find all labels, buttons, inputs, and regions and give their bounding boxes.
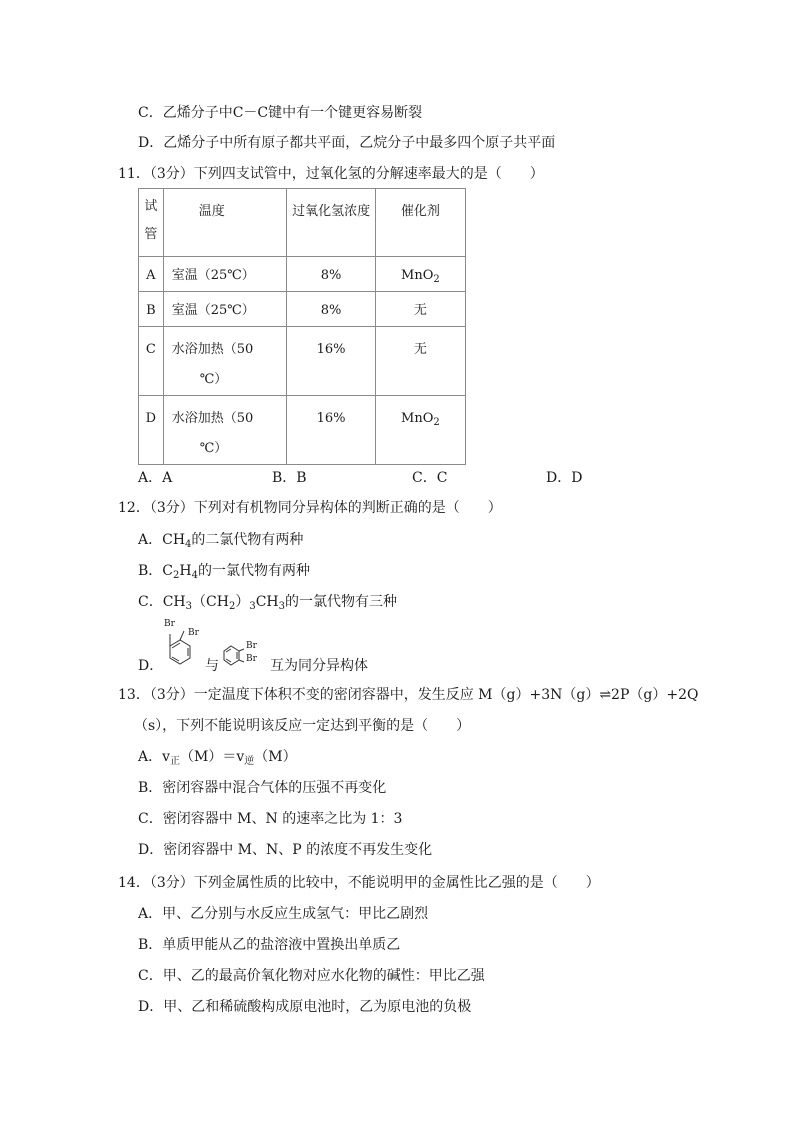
q11-stem: 11．（3分）下列四支试管中，过氧化氢的分解速率最大的是（ ） [118,166,544,182]
row-d-tube: D [145,411,157,426]
q12-option-c: C．$CH_3(CH_2)_3CH_3$的一氯代物有三种 [138,594,397,612]
row-d-catalyst: MnO$_2$ [401,411,440,428]
q12-option-d-with: 与 [205,658,219,674]
row-c-catalyst: 无 [413,342,427,357]
q11-option-a: A．A [138,470,173,486]
ortho-br-2: Br [188,628,199,638]
header-temp: 温度 [163,189,287,257]
row-d-conc: 16% [316,411,346,426]
row-d-temp: 水浴加热（50 ℃） [171,411,254,456]
meta-br-1: Br [246,641,257,651]
header-tube-char-1: 试 [144,199,158,214]
q12-option-d-label: D． [138,658,164,674]
meta-br-2: Br [246,654,257,664]
q14-option-b: B．单质甲能从乙的盐溶液中置换出单质乙 [138,937,401,953]
q11-option-c: C．C [412,470,448,486]
row-c-temp: 水浴加热（50 ℃） [171,342,254,387]
q14-stem: 14．（3分）下列金属性质的比较中，不能说明甲的金属性比乙强的是（ ） [118,875,600,891]
table-row [139,257,466,292]
row-b-temp: 室温（25℃） [171,303,255,318]
header-tube [139,189,164,257]
q12-option-b: B．$C_2H_4$的一氯代物有两种 [138,563,310,581]
header-conc: 过氧化氢浓度 [287,189,375,257]
row-a-temp: 室温（25℃） [171,268,255,283]
q11-option-b: B．B [272,470,307,486]
q10-option-d: D．乙烯分子中所有原子都共平面，乙烷分子中最多四个原子共平面 [138,135,556,151]
q13-option-c: C．密闭容器中 M、N 的速率之比为 1：3 [138,811,403,827]
q13-stem-line-2: （s），下列不能说明该反应一定达到平衡的是（ ） [134,718,471,734]
row-a-tube: A [146,268,156,283]
row-b-catalyst: 无 [413,303,427,318]
q13-option-b: B．密闭容器中混合气体的压强不再变化 [138,780,387,796]
table-row [139,292,466,327]
header-tube-char-2: 管 [144,227,158,242]
q14-option-c: C．甲、乙的最高价氧化物对应水化物的碱性：甲比乙强 [138,968,485,984]
q12-stem: 12．（3分）下列对有机物同分异构体的判断正确的是（ ） [118,500,502,516]
q10-option-c: C．乙烯分子中C－C键中有一个键更容易断裂 [138,105,423,121]
ortho-br-1: Br [164,619,175,629]
q11-option-d: D．D [546,470,583,486]
q14-option-a: A．甲、乙分别与水反应生成氢气：甲比乙剧烈 [138,906,429,922]
q13-option-a: A．$v_正(M)=v_逆(M)$ [138,749,297,767]
q13-option-d: D．密闭容器中 M、N、P 的浓度不再发生变化 [138,842,433,858]
row-b-tube: B [146,303,156,318]
table-row [139,396,466,465]
table-row [139,327,466,396]
row-c-tube: C [145,342,156,357]
header-catalyst: 催化剂 [375,189,465,257]
q14-option-d: D．甲、乙和稀硫酸构成原电池时，乙为原电池的负极 [138,999,472,1015]
q11-table [138,188,466,465]
row-b-conc: 8% [320,303,342,318]
table-header-row [139,189,466,257]
row-c-conc: 16% [316,342,346,357]
q12-option-a: A．$CH_4$的二氯代物有两种 [138,532,304,550]
q13-stem-line-1: 13．（3分）一定温度下体积不变的密闭容器中，发生反应 M（g）+3N（g）⇌2P（g）+2Q [118,687,699,703]
row-a-catalyst: MnO$_2$ [401,268,440,285]
q12-option-d-text: 互为同分异构体 [270,658,368,674]
row-a-conc: 8% [320,268,342,283]
